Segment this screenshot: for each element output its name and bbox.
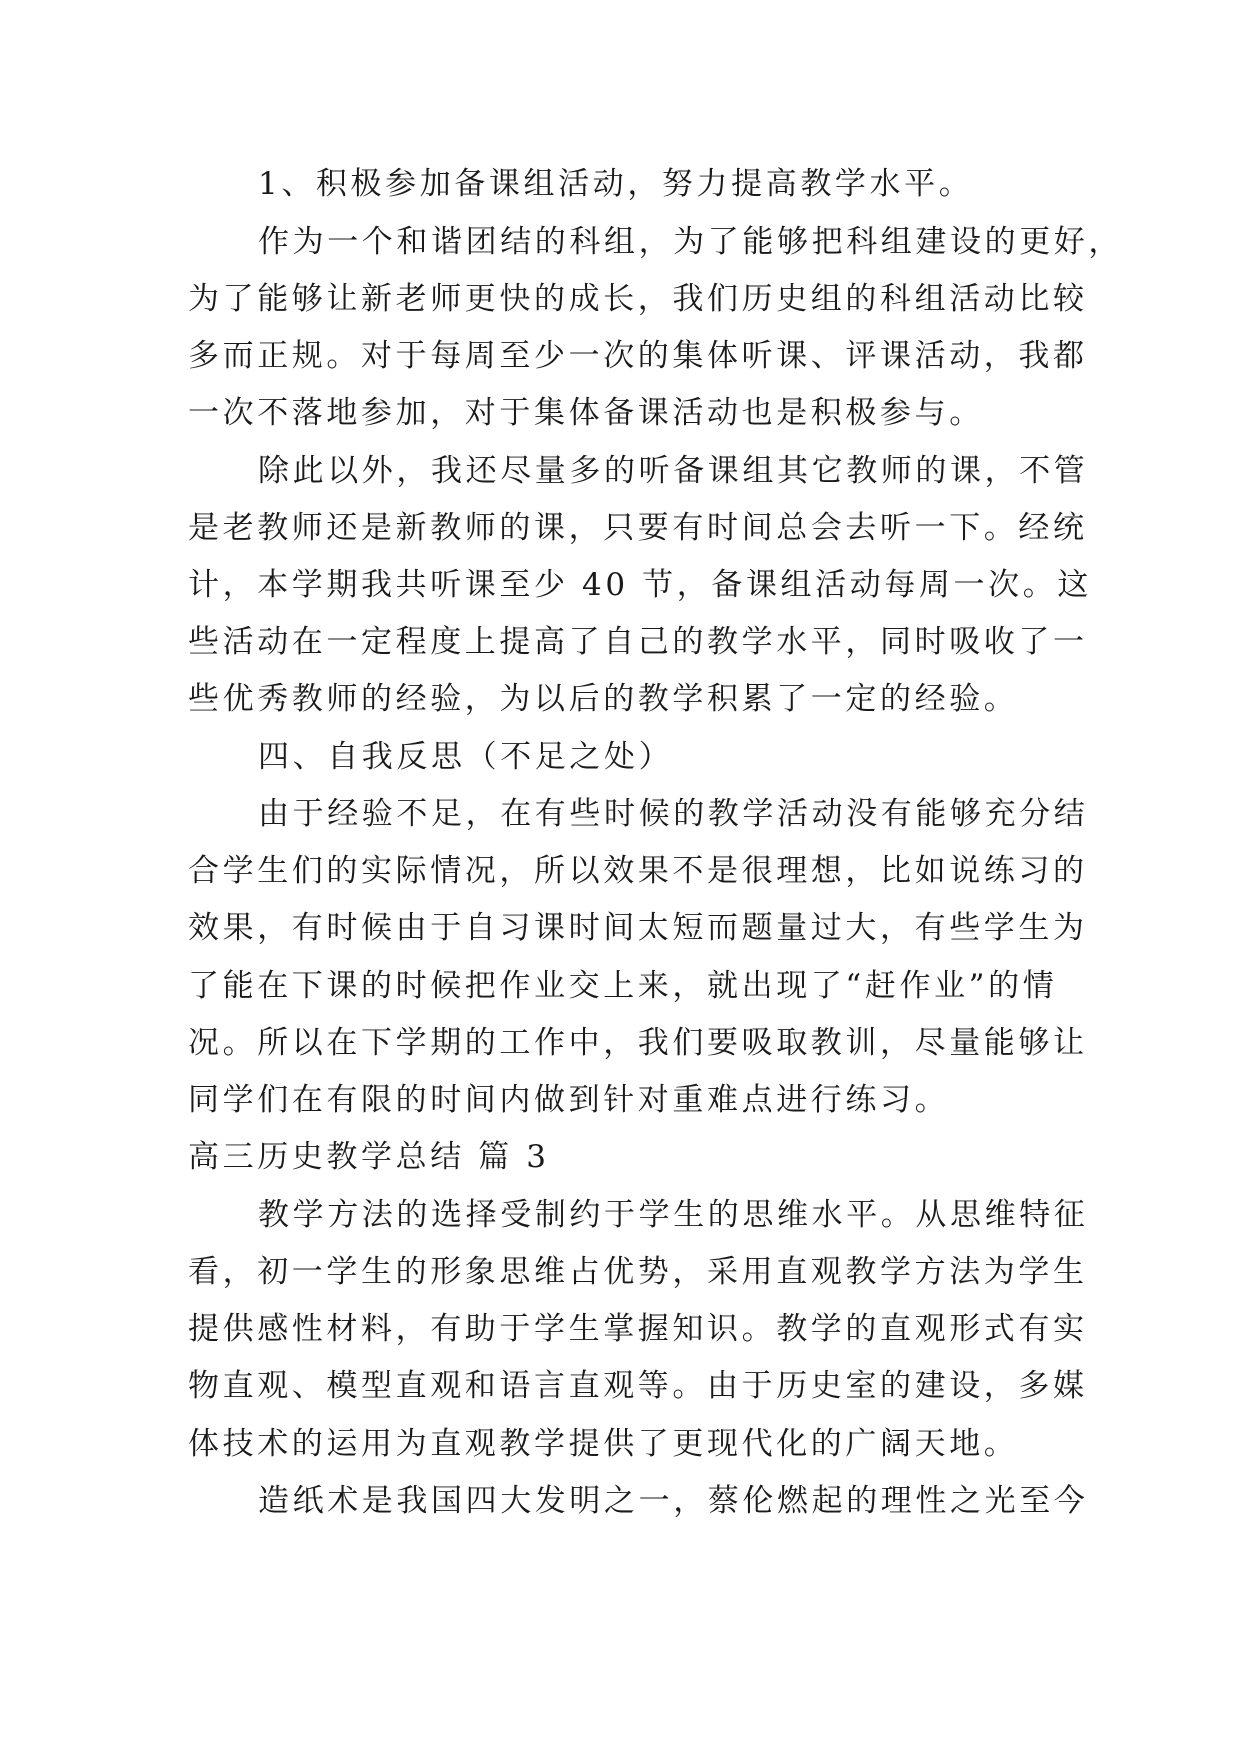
text-line: 多而正规。对于每周至少一次的集体听课、评课活动，我都 bbox=[188, 338, 1088, 374]
text-line: 为了能够让新老师更快的成长，我们历史组的科组活动比较 bbox=[188, 281, 1088, 317]
section-heading: 四、自我反思（不足之处） bbox=[258, 739, 674, 775]
text-line: 效果，有时候由于自习课时间太短而题量过大，有些学生为 bbox=[188, 910, 1088, 946]
text-line: 教学方法的选择受制约于学生的思维水平。从思维特征 bbox=[258, 1197, 1089, 1233]
text-line: 些活动在一定程度上提高了自己的教学水平，同时吸收了一 bbox=[188, 624, 1088, 660]
text-line: 物直观、模型直观和语言直观等。由于历史室的建设，多媒 bbox=[188, 1368, 1088, 1404]
paragraph-heading-1: 1、积极参加备课组活动，努力提高教学水平。 bbox=[258, 166, 974, 202]
text-line: 体技术的运用为直观教学提供了更现代化的广阔天地。 bbox=[188, 1426, 1019, 1462]
text-line: 况。所以在下学期的工作中，我们要吸取教训，尽量能够让 bbox=[188, 1025, 1088, 1061]
text-line: 作为一个和谐团结的科组，为了能够把科组建设的更好， bbox=[258, 224, 1123, 260]
text-line: 同学们在有限的时间内做到针对重难点进行练习。 bbox=[188, 1082, 950, 1118]
text-line: 看，初一学生的形象思维占优势，采用直观教学方法为学生 bbox=[188, 1254, 1088, 1290]
text-line: 计，本学期我共听课至少 40 节，备课组活动每周一次。这 bbox=[188, 567, 1092, 603]
text-line: 合学生们的实际情况，所以效果不是很理想，比如说练习的 bbox=[188, 853, 1088, 889]
text-line: 除此以外，我还尽量多的听备课组其它教师的课，不管 bbox=[258, 453, 1089, 489]
text-line: 一次不落地参加，对于集体备课活动也是积极参与。 bbox=[188, 395, 984, 431]
article-title: 高三历史教学总结 篇 3 bbox=[188, 1139, 550, 1175]
text-line: 由于经验不足，在有些时候的教学活动没有能够充分结 bbox=[258, 796, 1089, 832]
text-line: 提供感性材料，有助于学生掌握知识。教学的直观形式有实 bbox=[188, 1311, 1088, 1347]
text-line: 了能在下课的时候把作业交上来，就出现了“赶作业”的情 bbox=[188, 968, 1058, 1004]
text-line: 些优秀教师的经验，为以后的教学积累了一定的经验。 bbox=[188, 681, 1019, 717]
text-line: 造纸术是我国四大发明之一，蔡伦燃起的理性之光至今 bbox=[258, 1483, 1089, 1519]
text-line: 是老教师还是新教师的课，只要有时间总会去听一下。经统 bbox=[188, 510, 1088, 546]
